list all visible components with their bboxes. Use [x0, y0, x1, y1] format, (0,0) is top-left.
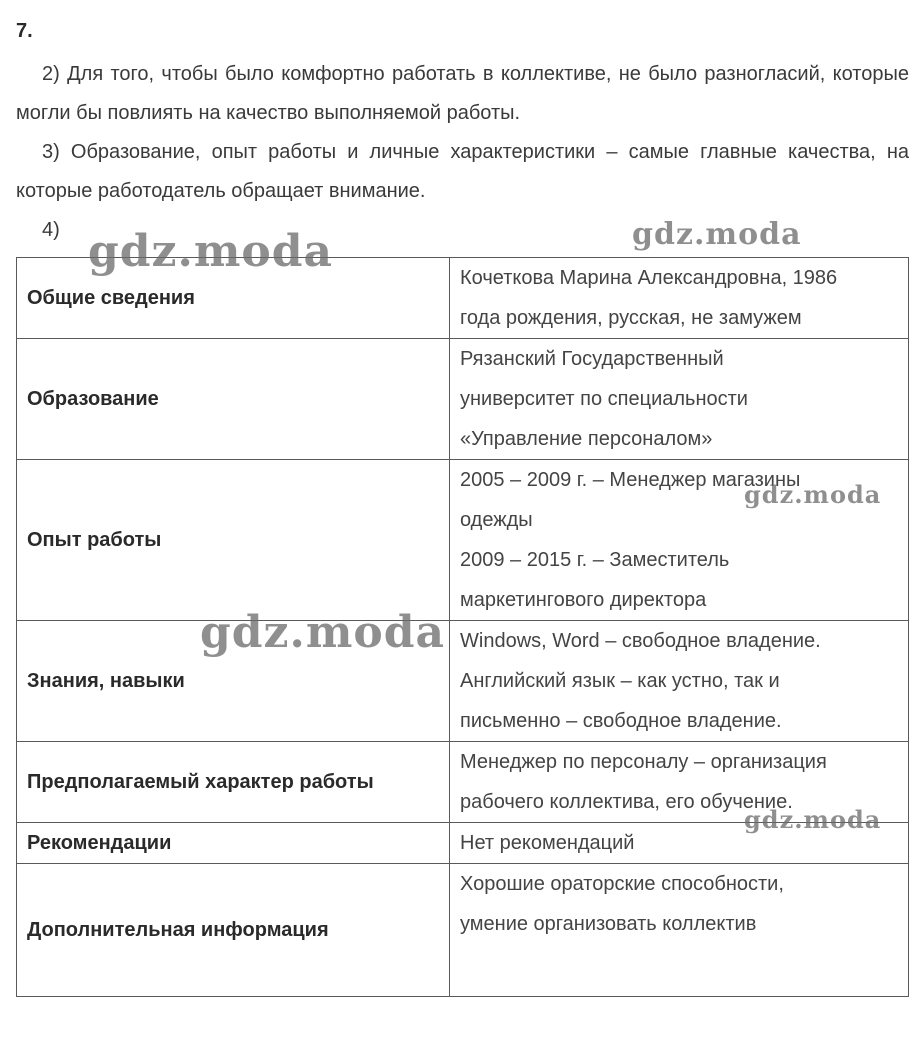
table-row: [17, 823, 909, 864]
row-value: [450, 339, 909, 460]
value-line: года рождения, русская, не замужем: [460, 307, 802, 329]
watermark: gdz.moda: [200, 607, 446, 658]
resume-table: [16, 257, 909, 997]
value-line: 2005 – 2009 г. – Менеджер магазины: [460, 469, 801, 491]
value-line: Windows, Word – свободное владение.: [460, 630, 821, 652]
row-value: [450, 823, 909, 864]
watermark: gdz.moda: [632, 217, 802, 252]
row-value: [450, 258, 909, 339]
row-value: [450, 742, 909, 823]
value-line: Хорошие ораторские способности,: [460, 873, 784, 895]
row-label: Дополнительная информация: [17, 864, 450, 997]
value-line: маркетингового директора: [460, 589, 707, 611]
table-row: [17, 258, 909, 339]
value-line: одежды: [460, 509, 533, 531]
watermark: gdz.moda: [744, 480, 882, 509]
value-line: Рязанский Государственный: [460, 348, 724, 370]
row-value: [450, 460, 909, 621]
table-row: [17, 742, 909, 823]
table-row: [17, 864, 909, 997]
paragraph-2-text: 2) Для того, чтобы было комфортно работать в коллективе, не было разногласий, которые могли бы повлиять на качество выполняемой работы.: [16, 63, 909, 124]
row-value: [450, 621, 909, 742]
paragraph-3: [16, 133, 909, 211]
value-line: университет по специальности: [460, 388, 748, 410]
value-line: Нет рекомендаций: [460, 832, 635, 854]
row-label: Знания, навыки: [17, 621, 450, 742]
paragraph-4: [16, 211, 909, 250]
value-line: Кочеткова Марина Александровна, 1986: [460, 267, 838, 289]
task-number: 7.: [16, 20, 33, 42]
table-row: [17, 460, 909, 621]
value-line: «Управление персоналом»: [460, 428, 713, 450]
paragraph-3-text: 3) Образование, опыт работы и личные характеристики – самые главные качества, на которые работодатель обращает внимание.: [16, 141, 909, 202]
row-label: Общие сведения: [17, 258, 450, 339]
value-line: письменно – свободное владение.: [460, 710, 782, 732]
watermark: gdz.moda: [88, 226, 334, 277]
table-row: [17, 621, 909, 742]
paragraph-4-text: 4): [42, 219, 60, 241]
row-label: Предполагаемый характер работы: [17, 742, 450, 823]
table-row: [17, 339, 909, 460]
value-line: 2009 – 2015 г. – Заместитель: [460, 549, 730, 571]
row-label: Рекомендации: [17, 823, 450, 864]
row-label: Опыт работы: [17, 460, 450, 621]
paragraph-2: [16, 55, 909, 133]
watermark: gdz.moda: [744, 805, 882, 834]
value-line: Менеджер по персоналу – организация: [460, 751, 827, 773]
value-line: умение организовать коллектив: [460, 913, 757, 935]
value-line: Английский язык – как устно, так и: [460, 670, 780, 692]
row-value: [450, 864, 909, 997]
value-line: рабочего коллектива, его обучение.: [460, 791, 793, 813]
row-label: Образование: [17, 339, 450, 460]
